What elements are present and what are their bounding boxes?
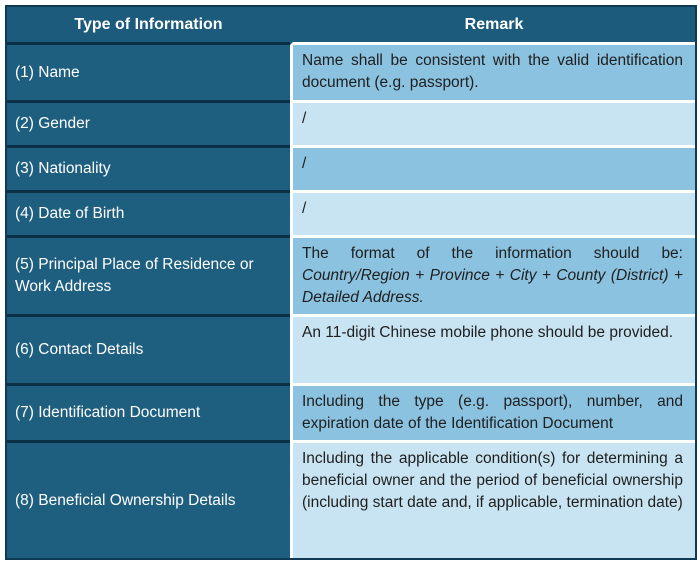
type-cell: (6) Contact Details — [7, 317, 290, 386]
remark-text: The format of the information should be: — [302, 245, 683, 262]
type-cell: (1) Name — [7, 45, 290, 103]
table-row-contact-details — [7, 317, 695, 386]
table-row-nationality — [7, 148, 695, 193]
type-cell: (5) Principal Place of Residence or Work Address — [7, 238, 290, 317]
remark-cell: Name shall be consistent with the valid identification document (e.g. passport). — [290, 45, 695, 103]
remark-cell: / — [290, 193, 695, 238]
type-cell: (4) Date of Birth — [7, 193, 290, 238]
type-cell: (8) Beneficial Ownership Details — [7, 443, 290, 558]
table-row-name — [7, 45, 695, 103]
remark-cell: / — [290, 148, 695, 193]
table-row-beneficial-ownership — [7, 443, 695, 558]
remark-cell — [290, 238, 695, 317]
table-row-address — [7, 238, 695, 317]
column-header-type: Type of Information — [7, 7, 290, 45]
type-cell: (2) Gender — [7, 103, 290, 148]
header-row — [7, 7, 695, 45]
type-cell: (7) Identification Document — [7, 386, 290, 443]
table-row-date-of-birth — [7, 193, 695, 238]
column-header-remark: Remark — [290, 7, 695, 45]
table-row-identification-document — [7, 386, 695, 443]
remark-cell: An 11-digit Chinese mobile phone should be provided. — [290, 317, 695, 386]
remark-text-italic: Country/Region + Province + City + County (District) + Detailed Address. — [302, 267, 683, 306]
remark-cell: Including the applicable condition(s) for determining a beneficial owner and the period of beneficial ownership (including start date and, if applicable, termination date) — [290, 443, 695, 558]
remark-cell: Including the type (e.g. passport), number, and expiration date of the Identification Document — [290, 386, 695, 443]
type-cell: (3) Nationality — [7, 148, 290, 193]
table-row-gender — [7, 103, 695, 148]
information-table — [5, 5, 697, 560]
remark-cell: / — [290, 103, 695, 148]
